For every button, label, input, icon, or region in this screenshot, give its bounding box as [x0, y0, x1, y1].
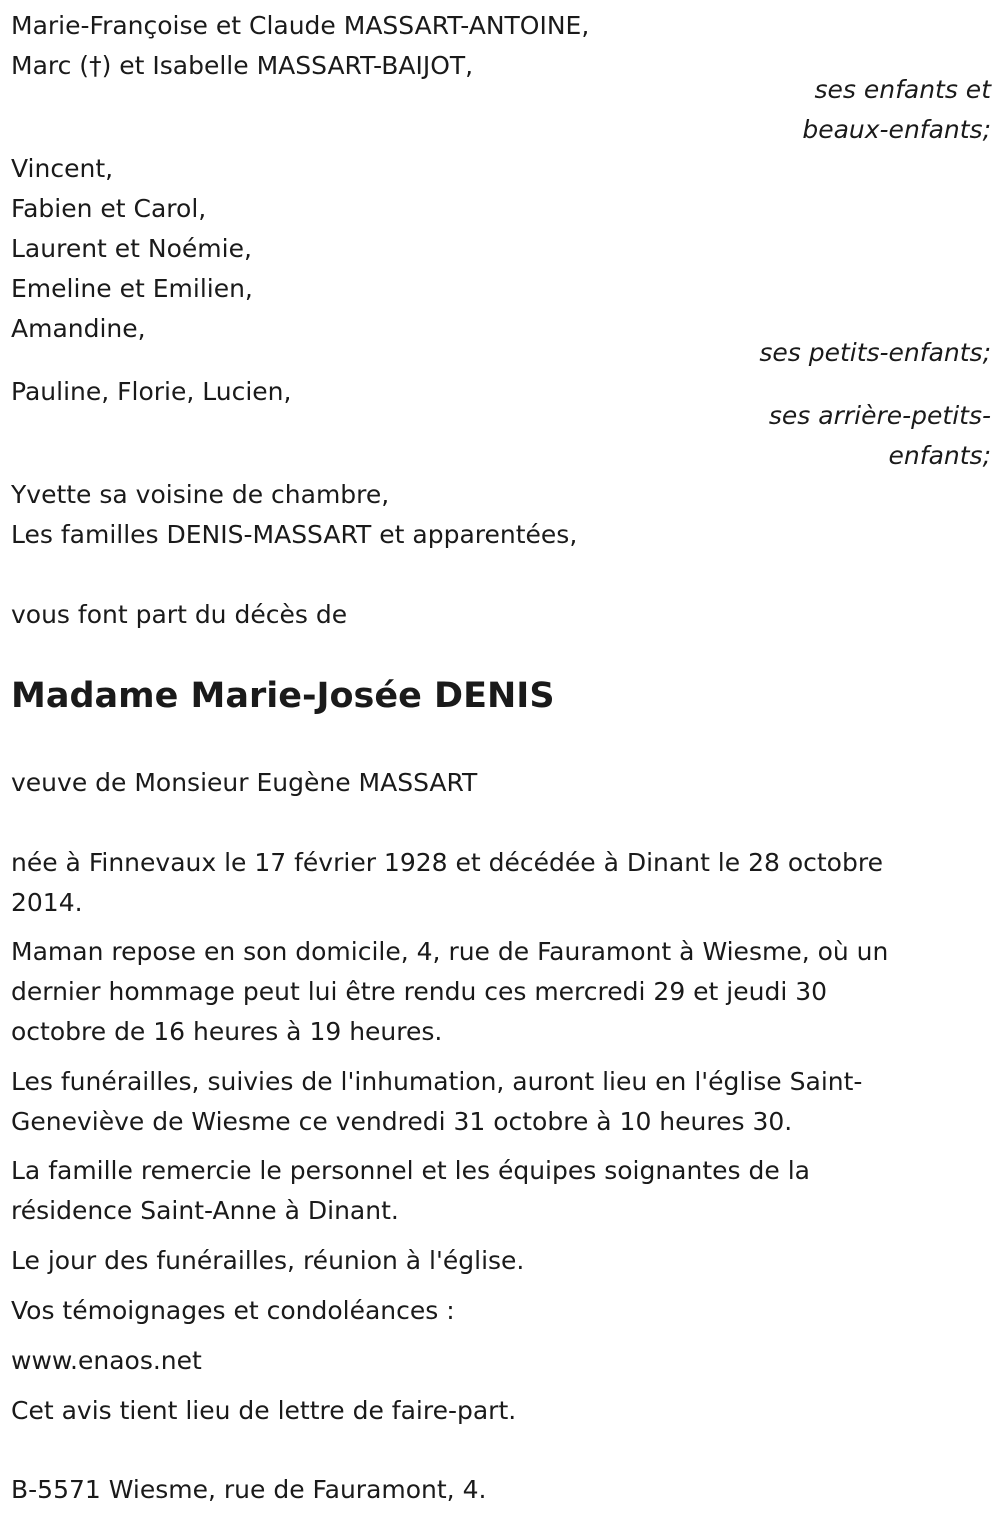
rest-line-1: Maman repose en son domicile, 4, rue de Fauramont à Wiesme, où un	[11, 937, 889, 966]
children-line-1: Marie-Françoise et Claude MASSART-ANTOINE,	[11, 11, 590, 40]
deceased-name: Madame Marie-Josée DENIS	[11, 676, 555, 716]
birth-death-line-1: née à Finnevaux le 17 février 1928 et décédée à Dinant le 28 octobre	[11, 848, 883, 877]
children-line-2: Marc (†) et Isabelle MASSART-BAIJOT,	[11, 51, 474, 80]
funeral-line-1: Les funérailles, suivies de l'inhumation, auront lieu en l'église Saint-	[11, 1067, 863, 1096]
grandchildren-role: ses petits-enfants;	[759, 338, 991, 367]
great-grandchildren-role-line-1: ses arrière-petits-	[768, 401, 991, 430]
others-line-1: Yvette sa voisine de chambre,	[11, 480, 390, 509]
rest-line-3: octobre de 16 heures à 19 heures.	[11, 1017, 443, 1046]
gathering: Le jour des funérailles, réunion à l'église.	[11, 1246, 525, 1275]
announcement: vous font part du décès de	[11, 600, 348, 629]
children-role-line-1: ses enfants et	[814, 75, 991, 104]
notice: Cet avis tient lieu de lettre de faire-part.	[11, 1396, 517, 1425]
birth-death-line-2: 2014.	[11, 888, 83, 917]
rest-line-2: dernier hommage peut lui être rendu ces mercredi 29 et jeudi 30	[11, 977, 828, 1006]
great-grandchildren-role-line-2: enfants;	[888, 441, 991, 470]
thanks-line-1: La famille remercie le personnel et les équipes soignantes de la	[11, 1156, 810, 1185]
condolences-label: Vos témoignages et condoléances :	[11, 1296, 455, 1325]
grandchild-name: Vincent,	[11, 154, 114, 183]
address: B-5571 Wiesme, rue de Fauramont, 4.	[11, 1475, 487, 1504]
children-role-line-2: beaux-enfants;	[802, 115, 991, 144]
others-line-2: Les familles DENIS-MASSART et apparentées,	[11, 520, 578, 549]
grandchild-name: Emeline et Emilien,	[11, 274, 253, 303]
grandchild-name: Amandine,	[11, 314, 146, 343]
grandchild-name: Fabien et Carol,	[11, 194, 207, 223]
thanks-line-2: résidence Saint-Anne à Dinant.	[11, 1196, 399, 1225]
funeral-line-2: Geneviève de Wiesme ce vendredi 31 octobre à 10 heures 30.	[11, 1107, 793, 1136]
great-grandchildren-names: Pauline, Florie, Lucien,	[11, 377, 292, 406]
website-link[interactable]: www.enaos.net	[11, 1346, 202, 1375]
widow-of: veuve de Monsieur Eugène MASSART	[11, 768, 478, 797]
grandchild-name: Laurent et Noémie,	[11, 234, 252, 263]
